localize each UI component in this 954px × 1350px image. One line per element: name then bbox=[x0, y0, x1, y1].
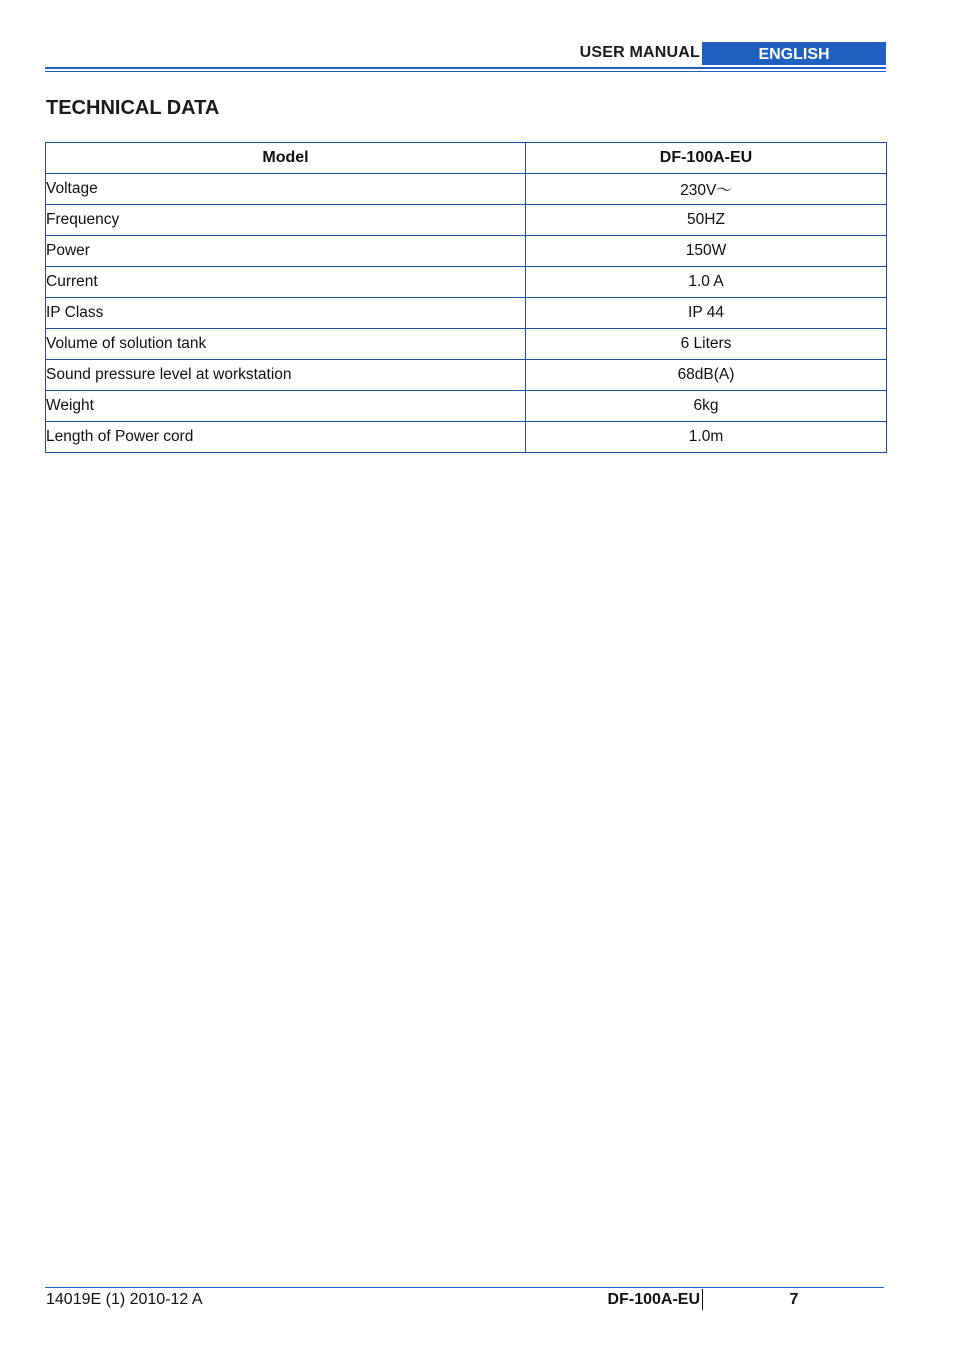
header-manual-label: USER MANUAL bbox=[579, 44, 700, 61]
table-row bbox=[46, 422, 887, 453]
page-number: 7 bbox=[789, 1291, 799, 1308]
table-row bbox=[46, 174, 887, 205]
header-language-badge: ENGLISH bbox=[702, 42, 886, 65]
row-value: 68dB(A) bbox=[526, 360, 887, 391]
footer-rule bbox=[45, 1287, 884, 1288]
row-label: Voltage bbox=[46, 174, 526, 205]
page-title: TECHNICAL DATA bbox=[46, 97, 220, 119]
row-value: 150W bbox=[526, 236, 887, 267]
footer-doc-code: 14019E (1) 2010-12 A bbox=[46, 1291, 203, 1308]
row-label: Volume of solution tank bbox=[46, 329, 526, 360]
spec-table bbox=[45, 142, 887, 453]
table-row bbox=[46, 205, 887, 236]
footer-separator bbox=[702, 1289, 703, 1310]
header-rule-thin bbox=[45, 71, 886, 72]
row-label: Current bbox=[46, 267, 526, 298]
table-header-row bbox=[46, 143, 887, 174]
row-label: Frequency bbox=[46, 205, 526, 236]
header-cell-model: Model bbox=[46, 143, 526, 174]
row-label: IP Class bbox=[46, 298, 526, 329]
row-label: Length of Power cord bbox=[46, 422, 526, 453]
row-value: 1.0m bbox=[526, 422, 887, 453]
table-row bbox=[46, 236, 887, 267]
row-label: Weight bbox=[46, 391, 526, 422]
row-value: 50HZ bbox=[526, 205, 887, 236]
row-label: Power bbox=[46, 236, 526, 267]
row-value: IP 44 bbox=[526, 298, 887, 329]
row-value: 1.0 A bbox=[526, 267, 887, 298]
header-rule bbox=[45, 67, 886, 69]
table-row bbox=[46, 391, 887, 422]
table-row bbox=[46, 329, 887, 360]
footer-model: DF-100A-EU bbox=[607, 1291, 700, 1308]
table-row bbox=[46, 298, 887, 329]
row-value: 230V～ bbox=[526, 174, 887, 205]
row-label: Sound pressure level at workstation bbox=[46, 360, 526, 391]
row-value: 6 Liters bbox=[526, 329, 887, 360]
table-row bbox=[46, 267, 887, 298]
header-cell-model-value: DF-100A-EU bbox=[526, 143, 887, 174]
row-value: 6kg bbox=[526, 391, 887, 422]
table-row bbox=[46, 360, 887, 391]
